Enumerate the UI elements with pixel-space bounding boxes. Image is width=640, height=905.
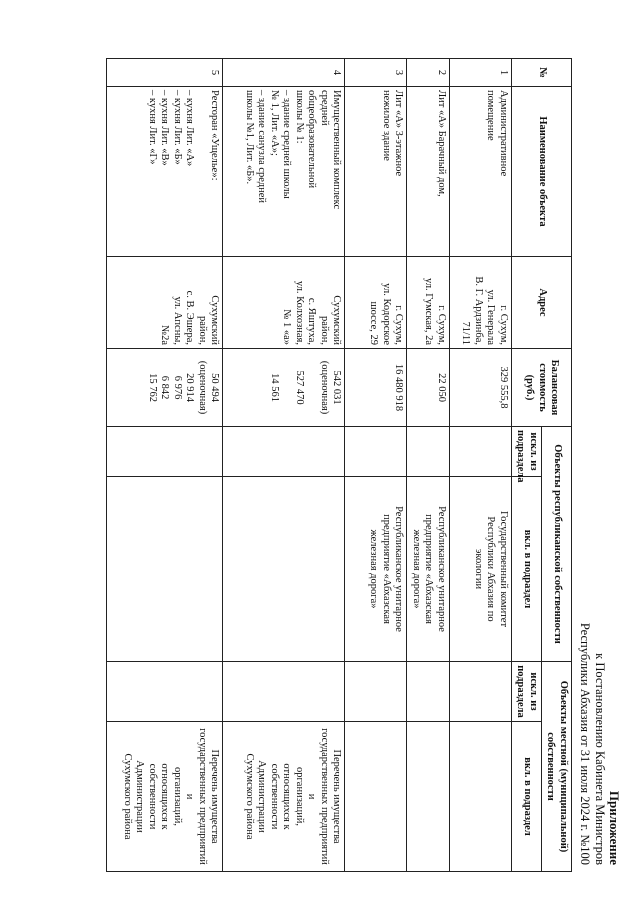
object-name-line: – кухня Лит. «Б» [172,90,183,165]
col-header-num: № [512,59,572,87]
balance-cost-line: 6 976 [172,375,183,400]
republic-included [345,477,407,662]
table-row [407,59,450,872]
republic-included-line: Государственный комитет [498,510,509,628]
object-address-line: район, [197,315,208,345]
municipal-included-line: Администрации [134,760,146,833]
object-address [450,257,512,349]
municipal-included-line: Сухумского района [244,753,255,840]
republic-excluded [345,427,407,477]
balance-cost-line: 22 050 [436,373,447,402]
municipal-included-line: организаций, [294,767,305,826]
municipal-included-line: относящихся к [159,763,171,830]
republic-included-line: предприятие «Абхазская [423,514,435,624]
municipal-included [223,722,345,872]
balance-cost-line: 16 480 918 [393,363,405,412]
republic-included-line: железная дорога» [411,529,422,609]
object-address-line: ул. Генерала [485,289,497,345]
republic-included-line: железная дорога» [368,529,380,609]
object-address-line: ул. Колхозная, [294,280,305,345]
balance-cost-line: (оценочная) [319,360,330,415]
object-address-line: Сухумский [331,295,343,345]
object-address [107,257,223,349]
republic-included-line: Республиканское унитарное [393,506,405,632]
object-address-line: ул. Апсны, [172,296,183,345]
balance-cost-line [280,352,293,423]
object-name-line: школы № 1: [294,90,305,144]
object-address-line: район, [319,315,330,345]
object-name-line: Лит «А» Барачный дом, [436,90,447,197]
republic-included-line: экологии [473,548,484,590]
balance-cost [223,349,345,427]
balance-cost-line: 15 762 [147,373,158,402]
municipal-included-line: относящихся к [281,763,293,830]
object-name-line: Имущественный комплекс [331,90,343,210]
object-address [407,257,450,349]
object-address-line: №2а [159,325,171,345]
republic-included [223,477,345,662]
table-row [107,59,223,872]
municipal-excluded [107,662,223,722]
object-address-line: ул. Кодорское [381,283,392,345]
republic-included-line: Республиканское унитарное [436,506,447,632]
republic-excluded [223,427,345,477]
municipal-included-line: Сухумского района [122,753,133,840]
object-name-line: средней [319,90,330,126]
object-name-line: № 1, Лит. «А»; [269,90,280,156]
col-header-cost: Балансовая стоимость (руб.) [512,349,572,427]
object-address-line: Сухумский [209,295,221,345]
object-address-line: с. Яштуха, [306,297,318,345]
object-name-line: – кухня Лит. «Г» [147,90,158,165]
balance-cost-line: 6 842 [159,375,171,400]
appendix-title: Приложение [607,790,622,865]
object-name-line: – кухня Лит. «В» [159,90,171,166]
municipal-included-line: собственности [269,763,280,830]
balance-cost-line [305,352,318,423]
balance-cost-line: 50 494 [209,373,221,402]
object-name-line: Административное [498,90,509,177]
group-header-municipal: Объекты местной (муниципальной) собственности [542,662,572,872]
balance-cost [107,349,223,427]
republic-included-line: предприятие «Абхазская [381,514,392,624]
balance-cost [450,349,512,427]
municipal-excluded [407,662,450,722]
table-row [223,59,345,872]
municipal-included-line: Администрации [256,760,268,833]
balance-cost [407,349,450,427]
object-name-line: помещение [485,90,497,141]
object-address [345,257,407,349]
republic-excluded [407,427,450,477]
republic-included-line: Республики Абхазия по [485,516,497,622]
object-name-line: Ресторан «Ущелье»: [209,90,221,181]
object-name-line: – кухня Лит. «А» [184,90,196,167]
municipal-included-line: государственных предприятий и [184,728,208,865]
object-name-line: – здание средней школы [281,90,293,199]
municipal-included-line: собственности [147,763,158,830]
balance-cost-line: (оценочная) [197,360,208,415]
municipal-excluded [223,662,345,722]
group-header-republic: Объекты республиканской собственности [542,427,572,662]
object-name [107,87,223,257]
object-name [345,87,407,257]
municipal-included [345,722,407,872]
header-line-2: Республики Абхазия от 31 июля 2024 г. №100 [578,622,592,865]
sub-header-rep-included: вкл. в подраздел [512,477,542,662]
table-row [450,59,512,872]
balance-cost-line: 20 914 [184,373,196,402]
object-name-line: нежилое здание [381,90,392,161]
object-address-line: В. Г. Ардзинба, [473,276,484,345]
municipal-included-line: государственных предприятий и [306,728,330,865]
row-number: 3 [345,59,407,87]
republic-excluded [450,427,512,477]
republic-included [407,477,450,662]
object-name-line: Лит «А» 3-этажное [393,90,405,177]
object-name-line: школы №1, Лит. «Б». [244,90,255,185]
document-header [577,623,622,865]
municipal-included-line: Перечень имущества [209,749,221,844]
object-address-line: № 1 «а» [281,309,293,345]
balance-cost-line: 14 561 [269,373,280,402]
object-name-line [196,90,209,253]
object-address-line: шоссе, 29 [368,301,380,345]
balance-cost-line: 527 470 [294,370,305,405]
municipal-included [450,722,512,872]
republic-included [107,477,223,662]
balance-cost-line: 329 555,8 [498,366,509,409]
republic-excluded [107,427,223,477]
row-number: 2 [407,59,450,87]
object-name [450,87,512,257]
sub-header-mun-included: вкл. в подраздел [512,722,542,872]
object-address-line: г. Сухум, [498,305,509,345]
balance-cost [345,349,407,427]
object-name [407,87,450,257]
municipal-excluded [345,662,407,722]
municipal-included-line: организаций, [172,767,183,826]
municipal-included [407,722,450,872]
balance-cost-line: 542 031 [331,370,343,405]
col-header-address: Адрес [512,257,572,349]
object-address-line: г. Сухум, [393,305,405,345]
object-name [223,87,345,257]
object-address-line: 71/11 [460,321,472,345]
row-number: 5 [107,59,223,87]
row-number: 4 [223,59,345,87]
sub-header-mun-excluded: искл. из подраздела [512,662,542,722]
municipal-included [107,722,223,872]
object-address-line: ул. Гумская, 2а [423,278,435,345]
object-name-line: общеобразовательной [306,90,318,189]
municipal-included-line: Перечень имущества [331,749,343,844]
object-name-line: – здание санузла средней [256,90,268,204]
header-line-1: к Постановлению Кабинета Министров [593,653,607,865]
table-row [345,59,407,872]
republic-included [450,477,512,662]
object-address-line: с. В. Эшера, [184,290,196,345]
municipal-excluded [450,662,512,722]
object-address-line: г. Сухум, [436,305,447,345]
col-header-name: Наименование объекта [512,87,572,257]
objects-table [107,58,573,872]
object-address [223,257,345,349]
row-number: 1 [450,59,512,87]
sub-header-rep-excluded: искл. из подраздела [512,427,542,477]
table-body [107,59,512,872]
